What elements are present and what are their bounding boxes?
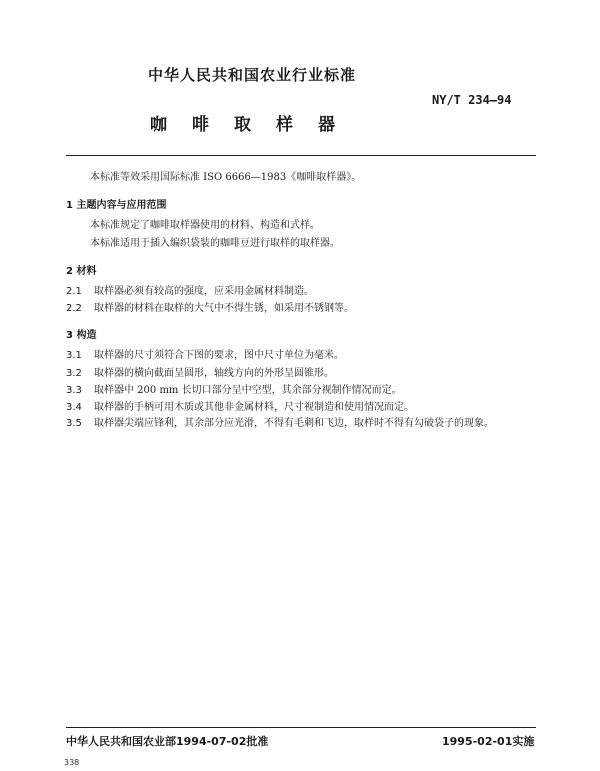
clause-number: 2.1 — [66, 286, 82, 297]
clause-number: 3.5 — [66, 418, 82, 429]
clause-text: 取样器的材料在取样的大气中不得生锈，如采用不锈钢等。 — [94, 303, 354, 314]
section-1-paragraph: 本标准规定了咖啡取样器使用的材料、构造和式样。 — [90, 220, 320, 231]
clause-item — [66, 414, 494, 429]
clause-item — [66, 346, 344, 361]
clause-item — [66, 381, 402, 396]
clause-number: 3.4 — [66, 402, 82, 413]
intro-paragraph: 本标准等效采用国际标准 ISO 6666—1983《咖啡取样器》。 — [90, 172, 362, 183]
standard-code: NY/T 234—94 — [432, 93, 512, 107]
page-number: 338 — [64, 758, 80, 767]
section-1-paragraph: 本标准适用于插入编织袋装的咖啡豆进行取样的取样器。 — [90, 238, 340, 249]
clause-number: 3.1 — [66, 350, 82, 361]
clause-number: 2.2 — [66, 303, 82, 314]
clause-number: 3.2 — [66, 368, 82, 379]
clause-item — [66, 299, 354, 314]
header-divider — [66, 155, 536, 156]
section-1-heading: 1 主题内容与应用范围 — [66, 200, 167, 211]
issuer-title: 中华人民共和国农业行业标准 — [148, 66, 357, 84]
section-3-heading: 3 构造 — [66, 330, 97, 341]
implementation-date: 1995-02-01实施 — [442, 735, 535, 748]
approval-line: 中华人民共和国农业部1994-07-02批准 — [66, 735, 269, 748]
clause-text: 取样器尖端应锋利，其余部分应光滑，不得有毛刺和飞边，取样时不得有勾破袋子的现象。 — [94, 418, 494, 429]
clause-number: 3.3 — [66, 385, 82, 396]
clause-item — [66, 364, 334, 379]
footer-divider — [66, 727, 536, 728]
clause-text: 取样器的横向截面呈圆形，轴线方向的外形呈圆锥形。 — [94, 368, 334, 379]
clause-text: 取样器必须有较高的强度，应采用金属材料制造。 — [94, 286, 314, 297]
clause-item — [66, 398, 414, 413]
clause-text: 取样器中 200 mm 长切口部分呈中空型，其余部分视制作情况而定。 — [94, 385, 402, 396]
clause-item — [66, 282, 314, 297]
clause-text: 取样器的手柄可用木质或其他非金属材料，尺寸视制造和使用情况而定。 — [94, 402, 414, 413]
section-2-heading: 2 材料 — [66, 266, 97, 277]
document-title: 咖啡取样器 — [150, 115, 360, 135]
clause-text: 取样器的尺寸须符合下图的要求，图中尺寸单位为毫米。 — [94, 350, 344, 361]
